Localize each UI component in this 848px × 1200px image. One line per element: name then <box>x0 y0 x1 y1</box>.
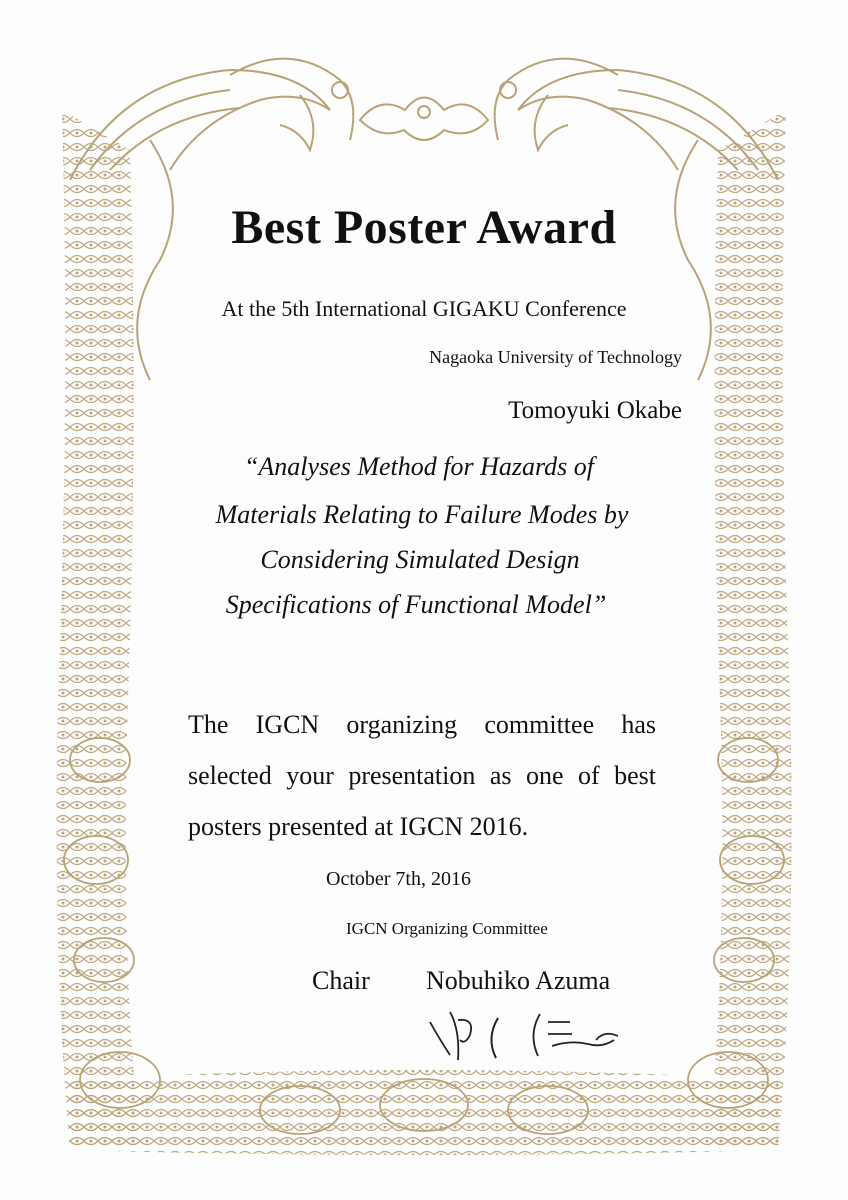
body-text-line: The IGCN organizing committee has <box>188 710 656 739</box>
chair-label: Chair <box>312 966 370 995</box>
poster-title-line: Specifications of Functional Model” <box>225 590 607 619</box>
cloud-ornament-icon <box>360 98 488 141</box>
handwritten-signature <box>420 1000 630 1070</box>
poster-title-line: “Analyses Method for Hazards of <box>243 452 595 481</box>
award-title: Best Poster Award <box>231 201 617 254</box>
recipient-affiliation: Nagaoka University of Technology <box>429 347 682 367</box>
recipient-name: Tomoyuki Okabe <box>508 397 682 424</box>
poster-title-line: Materials Relating to Failure Modes by <box>215 500 629 529</box>
right-border-band <box>708 110 792 1150</box>
committee-name: IGCN Organizing Committee <box>346 919 548 938</box>
conference-name: At the 5th International GIGAKU Conference <box>221 296 627 321</box>
body-text-line: selected your presentation as one of best <box>188 761 656 790</box>
chair-name: Nobuhiko Azuma <box>426 966 611 995</box>
bottom-border-band <box>70 1070 778 1155</box>
poster-title-line: Considering Simulated Design <box>260 545 580 574</box>
body-text-line: posters presented at IGCN 2016. <box>188 812 529 841</box>
left-border-band <box>57 110 141 1150</box>
award-date: October 7th, 2016 <box>326 868 471 890</box>
